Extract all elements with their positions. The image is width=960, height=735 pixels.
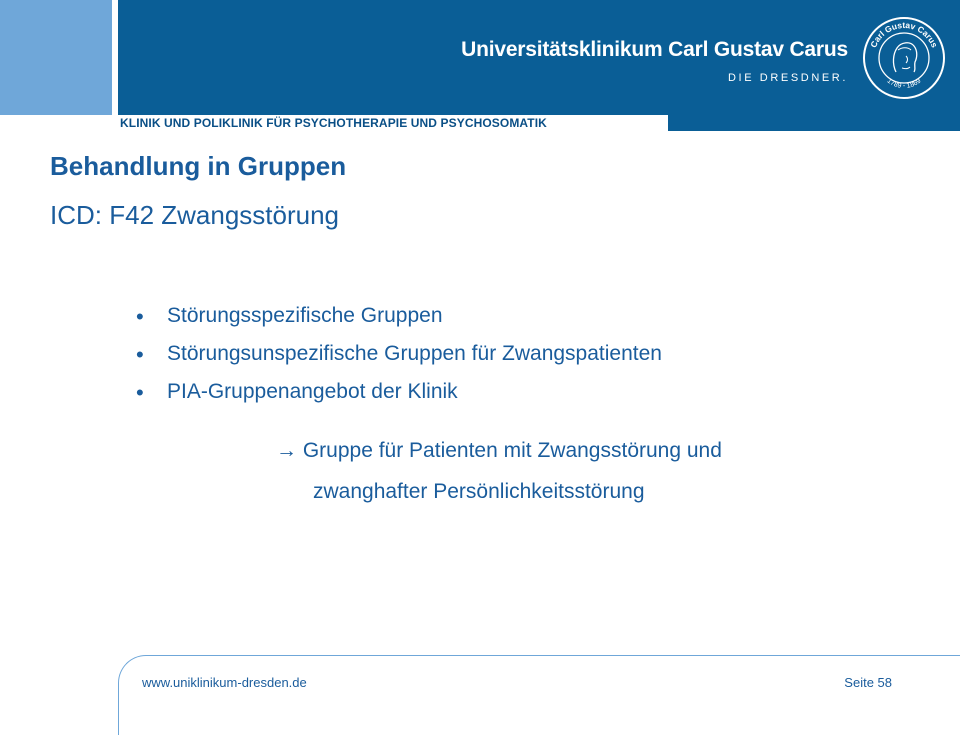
footer-divider	[118, 655, 960, 735]
clinic-name: KLINIK UND POLIKLINIK FÜR PSYCHOTHERAPIE UND PSYCHOSOMATIK	[120, 116, 547, 130]
arrow-statement	[276, 439, 722, 463]
brand-logo-text	[461, 38, 848, 84]
bullet-item	[132, 342, 662, 380]
bullet-item	[132, 380, 662, 418]
bullet-text: PIA-Gruppenangebot der Klinik	[167, 380, 458, 403]
right-arrow-icon: →	[276, 439, 297, 462]
bullet-text: Störungsspezifische Gruppen	[167, 304, 443, 327]
portrait-seal-icon	[862, 16, 946, 100]
bullet-icon: •	[136, 304, 144, 329]
svg-text:1789 - 1869	[886, 78, 923, 90]
header-strip-tail	[668, 115, 960, 131]
bullet-list	[132, 304, 662, 418]
header-accent-block	[0, 0, 112, 115]
seal-text-bottom: 1789 - 1869	[885, 77, 923, 90]
footer-url: www.uniklinikum-dresden.de	[142, 675, 307, 690]
bullet-text: Störungsunspezifische Gruppen für Zwangspatienten	[167, 342, 662, 365]
brand-subline: DIE DRESDNER.	[728, 72, 848, 84]
slide-title: Behandlung in Gruppen	[50, 151, 347, 181]
arrow-statement-continued: zwanghafter Persönlichkeitsstörung	[313, 480, 645, 503]
svg-text:Carl Gustav Carus	[868, 20, 940, 49]
bullet-icon: •	[136, 342, 144, 367]
seal-text-top: Carl Gustav Carus	[868, 19, 940, 50]
arrow-text: Gruppe für Patienten mit Zwangsstörung und	[297, 439, 722, 462]
bullet-item	[132, 304, 662, 342]
bullet-icon: •	[136, 380, 144, 405]
page-number: Seite 58	[844, 675, 892, 690]
slide-subtitle: ICD: F42 Zwangsstörung	[50, 200, 340, 230]
brand-name: Universitätsklinikum Carl Gustav Carus	[461, 38, 848, 61]
